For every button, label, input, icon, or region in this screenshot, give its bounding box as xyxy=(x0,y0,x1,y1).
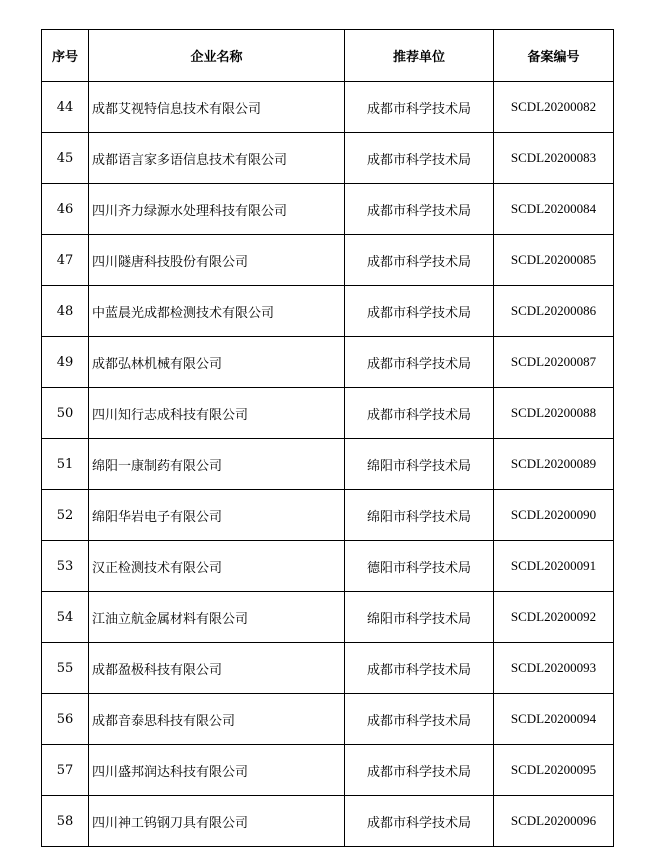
cell-recommending-unit: 成都市科学技术局 xyxy=(345,235,494,286)
cell-filing-number: SCDL20200086 xyxy=(494,286,614,337)
cell-serial-number: 49 xyxy=(42,337,89,388)
cell-recommending-unit: 成都市科学技术局 xyxy=(345,643,494,694)
cell-serial-number: 58 xyxy=(42,796,89,847)
cell-recommending-unit: 成都市科学技术局 xyxy=(345,694,494,745)
table-row xyxy=(42,592,614,643)
table-row xyxy=(42,184,614,235)
table-row xyxy=(42,82,614,133)
cell-recommending-unit: 成都市科学技术局 xyxy=(345,388,494,439)
cell-recommending-unit: 绵阳市科学技术局 xyxy=(345,490,494,541)
cell-filing-number: SCDL20200095 xyxy=(494,745,614,796)
cell-company-name: 四川盛邦润达科技有限公司 xyxy=(89,745,345,796)
cell-company-name: 四川齐力绿源水处理科技有限公司 xyxy=(89,184,345,235)
cell-serial-number: 53 xyxy=(42,541,89,592)
cell-filing-number: SCDL20200091 xyxy=(494,541,614,592)
cell-serial-number: 44 xyxy=(42,82,89,133)
table-body xyxy=(42,82,614,847)
cell-filing-number: SCDL20200096 xyxy=(494,796,614,847)
header-filing-number: 备案编号 xyxy=(494,30,614,82)
cell-recommending-unit: 成都市科学技术局 xyxy=(345,184,494,235)
enterprise-table xyxy=(41,29,614,847)
cell-company-name: 四川神工钨钢刀具有限公司 xyxy=(89,796,345,847)
cell-serial-number: 52 xyxy=(42,490,89,541)
cell-company-name: 成都盈极科技有限公司 xyxy=(89,643,345,694)
table-row xyxy=(42,439,614,490)
cell-serial-number: 48 xyxy=(42,286,89,337)
cell-recommending-unit: 成都市科学技术局 xyxy=(345,133,494,184)
cell-recommending-unit: 成都市科学技术局 xyxy=(345,286,494,337)
table-row xyxy=(42,286,614,337)
cell-company-name: 成都艾视特信息技术有限公司 xyxy=(89,82,345,133)
cell-serial-number: 50 xyxy=(42,388,89,439)
cell-recommending-unit: 成都市科学技术局 xyxy=(345,337,494,388)
header-row xyxy=(42,30,614,82)
cell-company-name: 绵阳一康制药有限公司 xyxy=(89,439,345,490)
cell-serial-number: 55 xyxy=(42,643,89,694)
table-row xyxy=(42,490,614,541)
table-row xyxy=(42,694,614,745)
cell-filing-number: SCDL20200093 xyxy=(494,643,614,694)
table-row xyxy=(42,745,614,796)
cell-filing-number: SCDL20200087 xyxy=(494,337,614,388)
cell-company-name: 成都弘林机械有限公司 xyxy=(89,337,345,388)
cell-serial-number: 47 xyxy=(42,235,89,286)
cell-serial-number: 57 xyxy=(42,745,89,796)
cell-company-name: 四川隧唐科技股份有限公司 xyxy=(89,235,345,286)
header-serial-number: 序号 xyxy=(42,30,89,82)
cell-filing-number: SCDL20200092 xyxy=(494,592,614,643)
table-header xyxy=(42,30,614,82)
cell-company-name: 汉正检测技术有限公司 xyxy=(89,541,345,592)
cell-serial-number: 54 xyxy=(42,592,89,643)
cell-filing-number: SCDL20200084 xyxy=(494,184,614,235)
cell-serial-number: 45 xyxy=(42,133,89,184)
cell-filing-number: SCDL20200094 xyxy=(494,694,614,745)
cell-serial-number: 51 xyxy=(42,439,89,490)
table-row xyxy=(42,541,614,592)
cell-recommending-unit: 德阳市科学技术局 xyxy=(345,541,494,592)
table-row xyxy=(42,235,614,286)
cell-recommending-unit: 成都市科学技术局 xyxy=(345,745,494,796)
cell-filing-number: SCDL20200089 xyxy=(494,439,614,490)
table-row xyxy=(42,133,614,184)
cell-company-name: 成都音泰思科技有限公司 xyxy=(89,694,345,745)
cell-recommending-unit: 绵阳市科学技术局 xyxy=(345,592,494,643)
cell-recommending-unit: 成都市科学技术局 xyxy=(345,796,494,847)
cell-company-name: 中蓝晨光成都检测技术有限公司 xyxy=(89,286,345,337)
cell-company-name: 成都语言家多语信息技术有限公司 xyxy=(89,133,345,184)
cell-filing-number: SCDL20200082 xyxy=(494,82,614,133)
cell-filing-number: SCDL20200085 xyxy=(494,235,614,286)
cell-filing-number: SCDL20200083 xyxy=(494,133,614,184)
cell-serial-number: 56 xyxy=(42,694,89,745)
cell-serial-number: 46 xyxy=(42,184,89,235)
cell-company-name: 四川知行志成科技有限公司 xyxy=(89,388,345,439)
cell-filing-number: SCDL20200088 xyxy=(494,388,614,439)
cell-recommending-unit: 成都市科学技术局 xyxy=(345,82,494,133)
table-row xyxy=(42,388,614,439)
table-row xyxy=(42,337,614,388)
cell-filing-number: SCDL20200090 xyxy=(494,490,614,541)
header-recommending-unit: 推荐单位 xyxy=(345,30,494,82)
header-company-name: 企业名称 xyxy=(89,30,345,82)
cell-company-name: 江油立航金属材料有限公司 xyxy=(89,592,345,643)
table-row xyxy=(42,796,614,847)
cell-recommending-unit: 绵阳市科学技术局 xyxy=(345,439,494,490)
table-row xyxy=(42,643,614,694)
cell-company-name: 绵阳华岩电子有限公司 xyxy=(89,490,345,541)
